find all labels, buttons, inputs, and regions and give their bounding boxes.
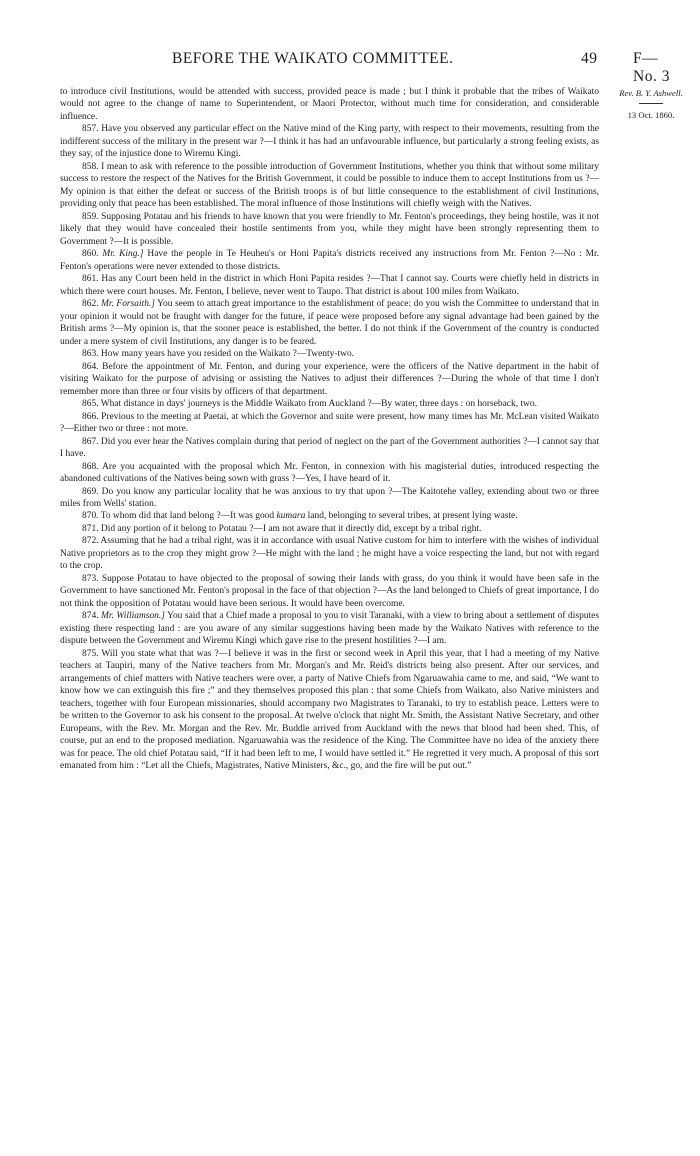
question-number: 874.: [82, 611, 99, 622]
page-number: 49: [581, 50, 598, 67]
paragraph: to introduce civil Institutions, would be attended with success, provided peace is made ; but I think it probable that the tribes of Waikato would not agree to the change of name to Superintendent, or Maori Protector, without much time for consideration, and considerable influence.: [60, 87, 599, 122]
margin-note: [607, 87, 695, 121]
evidence-date: 13 Oct. 1860.: [627, 110, 675, 120]
paragraph: 869. Do you know any particular locality that he was anxious to try that upon ?—The Kaitotehe valley, extending about two or three miles from Wells' station.: [60, 486, 599, 509]
running-title: BEFORE THE WAIKATO COMMITTEE.: [172, 50, 454, 67]
question-number: 862.: [82, 299, 99, 310]
maori-term: kumara: [276, 511, 306, 522]
paragraph: 875. Will you state what that was ?—I believe it was in the first or second week in April this year, that I had a meeting of my Native teachers at Taupiri, many of the Native teachers from Mr. Morgan's and Mr. Reid's districts being also present. After our services, and arrangements of chief matters with Native teachers were over, a party of Native Chiefs from Ngaruawahia came to me, and said, “We want to know how we can extinguish this fire ;” and they themselves proposed this plan : that some Chiefs from Waikato, also Native ministers and teachers, together with four European missionaries, should accompany two Magistrates to Taranaki, to try to establish peace. Letters were to be written to the Governor to ask his consent to the proposal. At twelve o'clock that night Mr. Smith, the Assistant Native Secretary, and other Europeans, with the Rev. Mr. Morgan and the Rev. Mr. Buddle arrived from Auckland with the news that blood had been shed. This, of course, put an end to the proposed mediation. Ngaruawahia was the residence of the King. The Committee have no idea of the anxiety there was for peace. The old chief Potatau said, “If it had been left to me, I would have settled it.” He regretted it very much. A proposal of this sort emanated from him : “Let all the Chiefs, Magistrates, Native Ministers, &c., go, and the fire will be put out.”: [60, 648, 599, 772]
paragraph: [60, 298, 599, 348]
paragraph: 865. What distance in days' journeys is the Middle Waikato from Auckland ?—By water, three days : on horseback, two.: [82, 399, 537, 410]
page-header: [60, 50, 680, 85]
paragraph: [60, 248, 599, 273]
paragraph-text: You said that a Chief made a proposal to you to visit Taranaki, with a view to bring about a settlement of disputes existing there respecting land : are you aware of any similar suggestions having been made by the Waikato Natives with reference to the dispute between the Government and Wiremu Kingi which gave rise to the present hostilities ?—I am.: [60, 611, 599, 647]
paragraph: 867. Did you ever hear the Natives complain during that period of neglect on the part of the Government authorities ?—I cannot say that I have.: [60, 436, 599, 460]
paragraph: 871. Did any portion of it belong to Potatau ?—I am not aware that it directly did, except by a tribal right.: [82, 523, 482, 534]
speaker-name: Mr. Williamson.]: [101, 611, 165, 622]
paragraph: 861. Has any Court been held in the district in which Honi Papita resides ?—That I cannot say. Courts were chiefly held in districts in which there were court houses. Mr. Fenton, I believe, never went to Taupo. That district is about 100 miles from Waikato.: [60, 274, 599, 297]
paragraph: 858. I mean to ask with reference to the possible introduction of Government Institutions, whether you think that without some military success to restore the respect of the Natives for the British Government, it could be possible to induce them to accept Institutions from us ?—My opinion is that either the defeat or success of the British troops is of but little consequence to the establishment of civil Institutions, providing only that peace has been established. The moral influence of those Institutions will chiefly weigh with the Natives.: [60, 161, 599, 210]
paragraph: 857. Have you observed any particular effect on the Native mind of the King party, with respect to their movements, resulting from the indifferent success of the military in the present war ?—I think it has had an unfavourable influence, but particularly a strong feeling exists, as they say, of the injustice done to Wiremu Kingi.: [60, 124, 599, 160]
paragraph: 859. Supposing Potatau and his friends to have known that you were friendly to Mr. Fenton's proceedings, they being hostile, was it not likely that they would have concealed their hostile sentiments from you, while they might have been strongly representing them to Government ?—It is possible.: [60, 211, 599, 247]
paragraph: 866. Previous to the meeting at Paetai, at which the Governor and suite were present, how many times has Mr. McLean visited Waikato ?—Either two or three : not more.: [60, 411, 599, 435]
witness-name: Rev. B. Y. Ashwell.: [619, 88, 683, 98]
speaker-name: Mr. Forsaith.]: [101, 299, 155, 310]
paragraph: 873. Suppose Potatau to have objected to the proposal of sowing their lands with grass, do you think it would have been safe in the Government to have sanctioned Mr. Fenton's proposal in the face of that objection ?—As the land belonged to Chiefs of great importance, I do not think the opposition of Potatau would have been serious. It would have been overcome.: [60, 573, 599, 609]
speaker-name: Mr. King.]: [102, 249, 144, 260]
paragraph-text: To whom did that land belong ?—It was good: [100, 511, 275, 522]
paragraph: 863. How many years have you resided on the Waikato ?—Twenty-two.: [82, 349, 355, 360]
paragraph: [60, 610, 599, 647]
question-number: 860.: [82, 249, 99, 260]
paragraph-text: land, belonging to several tribes, at present lying waste.: [307, 511, 518, 522]
paragraph-text: You seem to attach great importance to the establishment of peace: do you wish the Committee to understand that in your opinion it would not be fraught with danger for the future, if peace were proposed before any signal advantage had been gained by the British arms ?—My opinion is, that the sooner peace is established, the better. I do not think if the Government of the country is conducted under a mere system of civil Institutions, any danger is to be feared.: [60, 299, 599, 347]
question-number: 870.: [82, 511, 99, 522]
paragraph: 872. Assuming that he had a tribal right, was it in accordance with usual Native custom for him to interfere with the wishes of individual Native proprietors as to the crop they might grow ?—He might with the land ; he might have a voice respecting the land, but not with regard to the crop.: [60, 536, 599, 572]
paragraph-text: Have the people in Te Heuheu's or Honi Papita's districts received any instructions from Mr. Fenton ?—No : Mr. Fenton's operations were never extended to those districts.: [60, 249, 600, 272]
paragraph: [60, 510, 599, 522]
margin-divider: [639, 103, 663, 104]
document-reference: F—No. 3: [633, 50, 670, 85]
paragraph: 864. Before the appointment of Mr. Fenton, and during your experience, were the officers of the Native department in the habit of visiting Waikato for the purpose of advising or assisting the Natives to adjust their differences ?—During the whole of that time I don't remember more than three or four visits by officers of that department.: [60, 361, 599, 397]
paragraph: 868. Are you acquainted with the proposal which Mr. Fenton, in connexion with his magisterial duties, introduced respecting the abandoned cultivations of the Natives being sown with grass ?—Yes, I have heard of it.: [60, 461, 599, 485]
document-body: [60, 86, 599, 773]
